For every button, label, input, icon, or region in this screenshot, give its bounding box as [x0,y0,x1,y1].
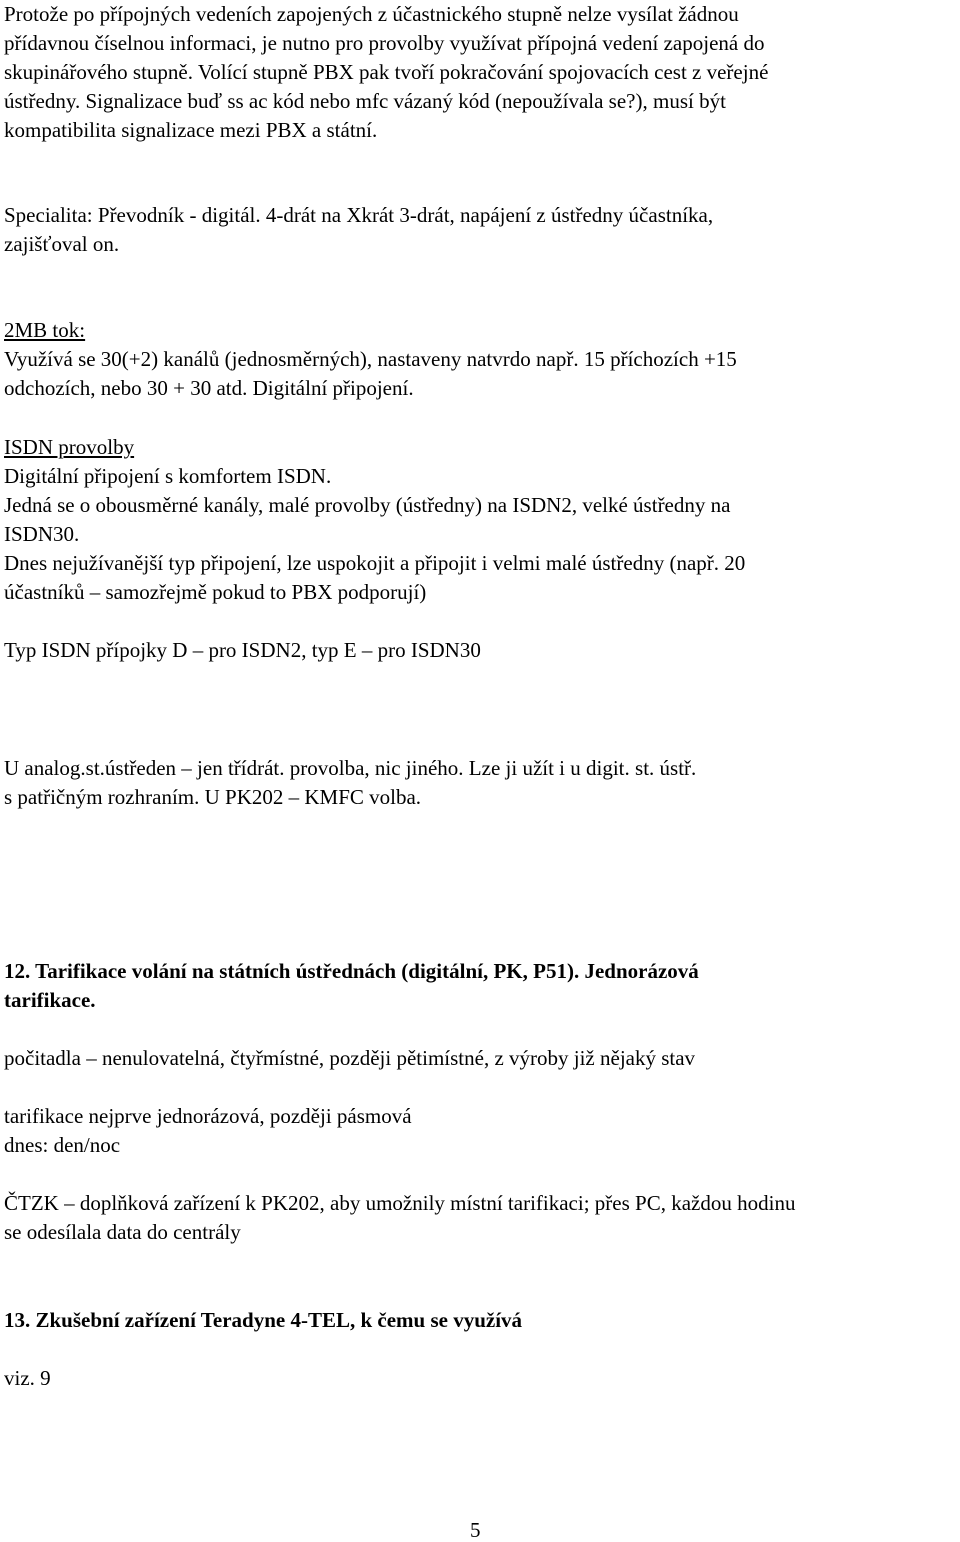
isdn-paragraph [4,433,954,607]
text-line: odchozích, nebo 30 + 30 atd. Digitální připojení. [4,376,414,400]
text-line: ústředny. Signalizace buď ss ac kód nebo mfc vázaný kód (nepoužívala se?), musí být [4,89,726,113]
mb2-heading: 2MB tok: [4,318,86,342]
specialita-paragraph [4,201,954,259]
isdn-heading: ISDN provolby [4,435,135,459]
heading-line: 12. Tarifikace volání na státních ústřednách (digitální, PK, P51). Jednorázová [4,959,699,983]
text-line: zajišťoval on. [4,232,120,256]
text-line: dnes: den/noc [4,1133,121,1157]
text-line: Jedná se o obousměrné kanály, malé provolby (ústředny) na ISDN2, velké ústředny na [4,493,731,517]
text-line: Protože po přípojných vedeních zapojených z účastnického stupně nelze vysílat žádnou [4,2,739,26]
page-number: 5 [470,1518,481,1542]
heading-line: tarifikace. [4,988,96,1012]
pocitadla-line [4,1044,954,1073]
ctzk-paragraph [4,1189,954,1247]
tarifikace-paragraph [4,1102,954,1160]
section-12-heading [4,957,954,1015]
mb2-paragraph [4,316,954,403]
text-line: Digitální připojení s komfortem ISDN. [4,464,332,488]
text-line: účastníků – samozřejmě pokud to PBX podporují) [4,580,427,604]
viz-line [4,1364,954,1393]
text-line: skupinářového stupně. Volící stupně PBX pak tvoří pokračování spojovacích cest z veřejné [4,60,769,84]
text-line: tarifikace nejprve jednorázová, později pásmová [4,1104,412,1128]
text-line: Využívá se 30(+2) kanálů (jednosměrných), nastaveny natvrdo např. 15 příchozích +15 [4,347,737,371]
text-line: viz. 9 [4,1366,51,1390]
intro-paragraph [4,0,954,145]
text-line: počitadla – nenulovatelná, čtyřmístné, později pětimístné, z výroby již nějaký stav [4,1046,696,1070]
text-line: U analog.st.ústředen – jen třídrát. provolba, nic jiného. Lze ji užít i u digit. st. ústř. [4,756,697,780]
isdn-typ-line [4,636,954,665]
text-line: ISDN30. [4,522,80,546]
text-line: ČTZK – doplňková zařízení k PK202, aby umožnily místní tarifikaci; přes PC, každou hodinu [4,1191,796,1215]
heading-line: 13. Zkušební zařízení Teradyne 4-TEL, k čemu se využívá [4,1308,523,1332]
text-line: kompatibilita signalizace mezi PBX a státní. [4,118,378,142]
text-line: Typ ISDN přípojky D – pro ISDN2, typ E – pro ISDN30 [4,638,481,662]
analog-paragraph [4,754,954,812]
text-line: přídavnou číselnou informaci, je nutno pro provolby využívat přípojná vedení zapojená do [4,31,765,55]
text-line: Dnes nejužívanější typ připojení, lze uspokojit a připojit i velmi malé ústředny (např. 20 [4,551,746,575]
section-13-heading [4,1306,954,1335]
text-line: s patřičným rozhraním. U PK202 – KMFC volba. [4,785,422,809]
text-line: Specialita: Převodník - digitál. 4-drát na Xkrát 3-drát, napájení z ústředny účastníka, [4,203,714,227]
text-line: se odesílala data do centrály [4,1220,241,1244]
